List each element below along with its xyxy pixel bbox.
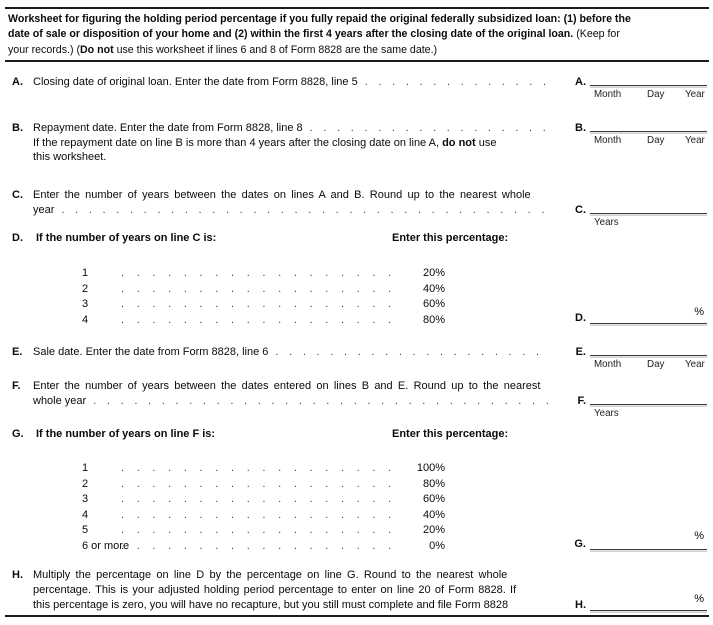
item-b-text: Repayment date. Enter the date from Form 8828, line 8 (33, 122, 303, 134)
answer-f-letter: F. (577, 395, 586, 407)
years-value: 2 (82, 477, 89, 490)
month-label-e: Month (594, 358, 622, 370)
percentage-value: 80% (422, 313, 445, 326)
dot-leader (115, 314, 403, 326)
bottom-rule (5, 615, 709, 617)
item-h-text-line-1: Multiply the percentage on line D by the percentage on line G. Round to the nearest whole (33, 569, 508, 581)
table-row (82, 524, 445, 536)
item-c-text-line-1: Enter the number of years between the dates on lines A and B. Round up to the nearest whole (33, 189, 531, 201)
answer-a-blank[interactable] (590, 85, 707, 86)
answer-g-letter: G. (574, 538, 586, 550)
years-label-f: Years (594, 407, 619, 419)
table-row (82, 462, 445, 474)
dot-leader (54, 204, 548, 216)
title-line-3: your records.) (Do not use this worksheet if lines 6 and 8 of Form 8828 are the same date.) (8, 43, 438, 56)
answer-a-letter: A. (575, 76, 586, 88)
answer-h-blank[interactable] (590, 610, 707, 611)
years-value: 6 or more (82, 539, 130, 552)
table-row (82, 478, 445, 490)
year-label-b: Year (685, 134, 705, 146)
years-value: 2 (82, 282, 89, 295)
table-row (82, 267, 445, 279)
item-b-note-line-2: this worksheet. (33, 151, 107, 163)
item-c-text-line-2: year (33, 204, 55, 216)
years-value: 3 (82, 298, 89, 310)
answer-b-blank[interactable] (590, 131, 707, 132)
title-line-2: date of sale or disposition of your home and (2) within the first 4 years after the closing date of the original loan. (Keep for (8, 28, 620, 41)
item-c-row (33, 204, 548, 216)
table-row (82, 283, 445, 295)
dot-leader (115, 462, 403, 474)
answer-d-letter: D. (575, 312, 586, 324)
percentage-value: 20% (422, 267, 445, 279)
answer-g-blank[interactable] (590, 549, 707, 550)
item-b-note-line-1: If the repayment date on line B is more than 4 years after the closing date on line A, do not use (33, 137, 497, 149)
header-bottom-rule (5, 60, 709, 62)
day-label-a: Day (647, 88, 665, 100)
year-label-e: Year (685, 358, 705, 370)
answer-e-letter: E. (575, 346, 586, 358)
item-b-row (33, 122, 548, 134)
table-row (82, 298, 445, 310)
item-d-letter: D. (12, 232, 23, 244)
percentage-value: 40% (422, 282, 445, 295)
item-d-col2-header: Enter this percentage: (392, 232, 509, 244)
years-value: 1 (82, 267, 89, 279)
percent-sign-h: % (694, 593, 704, 605)
percentage-value: 40% (422, 508, 445, 521)
worksheet-title (8, 12, 713, 58)
answer-d-blank[interactable] (590, 323, 707, 324)
years-value: 3 (82, 493, 89, 505)
item-e-row (33, 346, 548, 358)
item-f-row (33, 395, 548, 407)
answer-e-blank[interactable] (590, 355, 707, 356)
answer-f-blank[interactable] (590, 404, 707, 405)
item-f-letter: F. (12, 380, 21, 392)
item-d-col1-header: If the number of years on line C is: (36, 232, 217, 244)
top-rule (5, 7, 709, 9)
table-row (82, 509, 445, 521)
item-g-col1-header: If the number of years on line F is: (36, 428, 216, 440)
item-g-col2-header: Enter this percentage: (392, 428, 509, 440)
month-label-b: Month (594, 134, 622, 146)
percentage-value: 100% (416, 462, 445, 474)
dot-leader (115, 493, 403, 505)
dot-leader (268, 346, 548, 358)
table-row (82, 540, 445, 552)
item-e-letter: E. (12, 346, 23, 358)
item-a-row (33, 76, 548, 88)
percentage-value: 80% (422, 477, 445, 490)
item-b-letter: B. (12, 122, 23, 134)
month-label-a: Month (594, 88, 622, 100)
percentage-value: 60% (422, 493, 445, 505)
day-label-e: Day (647, 358, 665, 370)
title-line-1: Worksheet for figuring the holding period percentage if you fully repaid the original federally subsidized loan: (1) before the (8, 13, 631, 25)
years-value: 1 (82, 462, 89, 474)
item-g-letter: G. (12, 428, 24, 440)
answer-c-blank[interactable] (590, 213, 707, 214)
item-f-text-line-2: whole year (33, 395, 87, 407)
item-c-letter: C. (12, 189, 23, 201)
dot-leader (86, 395, 548, 407)
dot-leader (115, 478, 403, 490)
dot-leader (115, 509, 403, 521)
answer-b-letter: B. (575, 122, 586, 134)
percentage-value: 0% (429, 539, 445, 552)
dot-leader (115, 283, 403, 295)
years-label-c: Years (594, 216, 619, 228)
percent-sign-d: % (694, 306, 704, 318)
table-row (82, 493, 445, 505)
dot-leader (358, 76, 548, 88)
item-a-letter: A. (12, 76, 23, 88)
item-h-text-line-2: percentage. This is your adjusted holding period percentage to enter on line 20 of Form 8828. If (33, 584, 517, 596)
dot-leader (115, 540, 403, 552)
answer-h-letter: H. (575, 599, 586, 611)
year-label-a: Year (685, 88, 705, 100)
percent-sign-g: % (694, 530, 704, 542)
years-value: 4 (82, 313, 89, 326)
table-row (82, 314, 445, 326)
item-h-letter: H. (12, 569, 23, 581)
dot-leader (303, 122, 548, 134)
dot-leader (115, 267, 403, 279)
item-e-text: Sale date. Enter the date from Form 8828, line 6 (33, 346, 269, 358)
years-value: 5 (82, 524, 89, 536)
answer-c-letter: C. (575, 204, 586, 216)
day-label-b: Day (647, 134, 665, 146)
item-a-text: Closing date of original loan. Enter the date from Form 8828, line 5 (33, 76, 358, 88)
percentage-value: 20% (422, 524, 445, 536)
years-value: 4 (82, 508, 89, 521)
percentage-value: 60% (422, 298, 445, 310)
dot-leader (115, 298, 403, 310)
dot-leader (115, 524, 403, 536)
item-h-text-line-3: this percentage is zero, you will have no recapture, but you still must complete and file Form 8828 (33, 599, 509, 611)
item-f-text-line-1: Enter the number of years between the dates entered on lines B and E. Round up to the nearest (33, 380, 541, 392)
